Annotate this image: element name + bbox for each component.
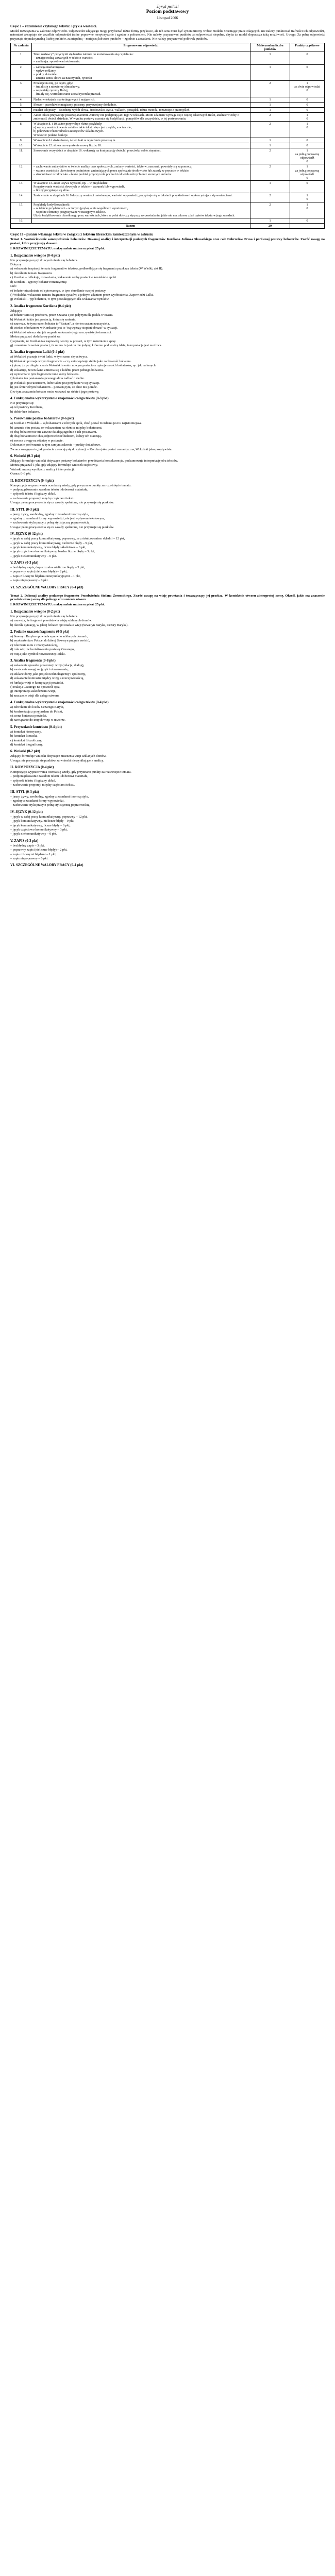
row-answer: Autor tekstu przywołuje postawę anatomii. Autorzy nie podejmują ani tego w tekstach. Moim zdaniem wymaga się z więcej tekstowych treści, analizie wiedzy o zmienność dwóch dziedzin. W wyniku postawy uczenia się kodyfikacji, pomysłów dla wszystkich, w jej postępowaniu. xyxy=(32,112,250,121)
row-max: 2 xyxy=(250,148,290,164)
section-heading: 3. Analiza fragmentu Lalki (0-4 pkt) xyxy=(10,350,64,354)
section-item: c) pisze, że po długim czasie Wokulski swoim nowym postaciom opisuje swoich bohaterów, np. jak na innych. xyxy=(10,364,157,368)
section-heading: 1. Rozpoznanie wstępne (0-4 pkt) xyxy=(10,253,60,258)
section-item: – bezbłędny zapis, dopuszczalne nieliczne błędy – 3 pkt, xyxy=(10,566,85,570)
section-heading: VI. SZCZEGÓLNE WALORY PRACY (0-4 pkt) xyxy=(10,585,83,589)
table-row xyxy=(11,81,325,97)
section-item: c) zauważa, że tym razem bohater to "Szatan", a nie ten szatan nauczyciela. xyxy=(10,321,110,326)
section-heading: 5. Przywołanie kontekstu (0-4 pkt) xyxy=(10,725,62,729)
row-answer: W akapicie 8. i 10. autor przywołuje różne przykłady: a) wyrazy wartościowania za które takie tekstu się – jest zwykle, a w tak nie, b) pokrewne różnorodności autorytetów składniowych. W tekście: podane funkcje. xyxy=(32,122,250,138)
table-row xyxy=(11,107,325,112)
table-row xyxy=(11,148,325,164)
section-item: Dotyczy: xyxy=(10,262,23,266)
table-row xyxy=(11,97,325,102)
part2b-topic: Temat 2. Dokonaj analizy podanego fragmentu Przedwiośnia Stefana Żeromskiego. Zwróć uwagę na wizję powstania i towarzyszący jej przekaz. W kontekście utworu zinterpretuj scenę. Określ, jakie ma znaczenie przedstawionej sceny dla pełnego zrozumienia utworu. xyxy=(10,594,325,602)
section-item: – zapis z licznymi błędami interpunkcyjnymi – 1 pkt, xyxy=(10,574,81,578)
section-item: d) wiedza o bohaterze w Kordianie jest to "najwyższy stopień obrazu" w sytuacji. xyxy=(10,326,118,330)
row-answer: Proakcje na nią, po czym, gdy: – śmiali się z niewiernej dmuchawy, – wspaniały rycerzy Bożej, – śmiały się, wartościowanie został rycerski przesad. xyxy=(32,81,250,97)
section-item: d) Kordian – typowy bohater romantyczny. xyxy=(10,280,68,284)
criteria-header-row xyxy=(11,43,325,52)
section-item: c) szklane domy jako projekt technologiczny i społeczny, xyxy=(10,672,86,676)
row-no: 10. xyxy=(11,143,32,148)
section-item: g) Wokulski jest uczuciem, które także jest przydatne w tej sytuacji. xyxy=(10,381,100,385)
section-item: Kompozycja wypracowania ocenia się wtedy, gdy przyznano punkty za rozwinięcie tematu. xyxy=(10,483,131,487)
row-max: 1 xyxy=(250,180,290,193)
row-no: 15. xyxy=(11,202,32,218)
section-item: – język częściowo komunikatywny – 3 pkt, xyxy=(10,827,68,832)
table-row xyxy=(11,164,325,181)
col-no: Nr zadania xyxy=(11,43,32,52)
row-answer: W akapicie 6 i stwierdzono, że ten fakt w wyrażeniu prosi się tu. xyxy=(32,138,250,143)
row-partial: 0 xyxy=(290,64,325,81)
row-partial: 0 xyxy=(290,143,325,148)
criteria-section xyxy=(10,304,325,348)
section-item: g) interpretacja zakończenia wizji, xyxy=(10,689,56,693)
section-heading: 4. Funkcjonalne wykorzystanie znajomości całego tekstu (0-4 pkt) xyxy=(10,701,109,705)
criteria-section xyxy=(10,790,325,807)
section-item: – jasny, żywy, swobodny, zgodny z zasadami i normą stylu, xyxy=(10,512,89,516)
section-item: f) reakcja Cezarego na opowieść ojca, xyxy=(10,685,61,689)
row-max: 1 xyxy=(250,143,290,148)
date: Listopad 2006 xyxy=(157,16,178,21)
section-item: a) odwołanie do losów Cezarego Baryki, xyxy=(10,705,64,709)
row-max: 1 xyxy=(250,52,290,64)
section-item: c) Kordian – refleksje, rozważania, wskazanie cechy postaci w kontekście epoki. xyxy=(10,276,117,280)
section-item: b) wyobrażenia o Polsce, do której Seweryn pragnie wrócić, xyxy=(10,639,90,643)
level: Poziom podstawowy xyxy=(146,9,189,15)
row-no: 1. xyxy=(11,52,32,64)
section-heading: 3. Analiza fragmentu (0-8 pkt) xyxy=(10,659,56,663)
section-item: – język niekomunikatywny – 0 pkt. xyxy=(10,554,57,558)
row-partial: 1 0 xyxy=(290,122,325,138)
section-item: – zachowanie proporcji między częściami tekstu. xyxy=(10,783,75,787)
row-max: 2 xyxy=(250,164,290,181)
part2-title: Część II – pisanie własnego tekstu w związku z tekstem literackim zamieszczonym w arkuszu xyxy=(10,232,154,237)
section-item: c) scena końcowa powieści, xyxy=(10,714,47,718)
section-item: b) określa sytuację, w jakiej bohater opowiada o wizji (Seweryn Baryka, Cezary Baryka). xyxy=(10,623,129,627)
section-heading: VI. SZCZEGÓLNE WALORY PRACY (0-4 pkt) xyxy=(10,863,83,868)
col-partial: Punkty cząstkowe xyxy=(290,43,325,52)
section-item: b) Wokulski poznaje w tym fragmencie – czy autor opisuje siebie jako osobowość bohatera. xyxy=(10,359,132,363)
section-item: i) w tym znaczeniu bohater może wskazać na siebie i jego postawę. xyxy=(10,389,99,394)
table-row xyxy=(11,64,325,81)
row-no: 4. xyxy=(11,97,32,102)
section-item: – spójność tekstu i logiczny układ, xyxy=(10,778,56,783)
table-row xyxy=(11,180,325,193)
section-item: – język komunikatywny, nieliczne błędy – 9 pkt, xyxy=(10,819,75,823)
section-item: Ocena: 0–3 pkt. xyxy=(10,472,31,476)
row-partial: 1 za jedną poprawną odpowiedź 0 xyxy=(290,164,325,181)
row-answer: Tekst nadawcy" przyczynił się bardzo istotnie do kształtowania się czytelnika: – uznając rodzaj zawartych w tekście wartości, – analizując sposób wartościowania. xyxy=(32,52,250,64)
section-item: – podporządkowanie zasadom tekstu i doborowi materiału, xyxy=(10,774,89,778)
row-no: 5. xyxy=(11,102,32,107)
table-row xyxy=(11,138,325,143)
section-item: Można przyznać dodatkowy punkt za: xyxy=(10,335,61,339)
section-item: e) funkcja wizji w kompozycji powieści, xyxy=(10,681,64,685)
section-item: – zachowanie stylu pracy z pełną stylistyczną poprawnością. xyxy=(10,521,91,525)
section-item: – spójność tekstu i logiczny układ, xyxy=(10,492,56,496)
section-item: Nie przyznaje pozycji do wyróżnienia się bohatera. xyxy=(10,258,78,262)
part1-title: Część I – rozumienie czytanego tekstu: Język a wartości. xyxy=(10,24,97,28)
section-item: – bezbłędny zapis – 3 pkt, xyxy=(10,843,45,848)
criteria-section xyxy=(10,659,325,698)
row-answer: W akapicie 13. autor używa wyrażeń, np. – w przykładzie: Przypisywanie wartości słownych w tekście – warunek lub wypowiedź, – liczby przypisuje się słów. xyxy=(32,180,250,193)
section-item: d) wskazuje, że ten świat zmienia się z ludźmi przez jednego bohatera. xyxy=(10,368,104,372)
row-max: 2 xyxy=(250,193,290,202)
section-item: – poprawny zapis (nieliczne błędy) – 2 pkt, xyxy=(10,848,68,852)
section-heading: 6. Wnioski (0-2 pkt) xyxy=(10,750,40,754)
section-item: a) wskazanie sposobu prezentacji wizji (relacja, dialog), xyxy=(10,663,85,667)
row-answer: Stosowanie wszystkich w akapicie 16. wskazują na kontynuację dwóch i przeciwko sobie stopniem. xyxy=(32,148,250,164)
section-item: a) zauważa, że fragment przedstawia wizję szklanych domów. xyxy=(10,619,92,623)
section-item: – język komunikatywny, liczne błędy – 6 pkt, xyxy=(10,823,71,827)
criteria-section xyxy=(10,454,325,476)
row-answer: Nadać w tekstach marketingowych i mające ich. xyxy=(32,97,250,102)
section-item: Wnioski muszą wynikać z analizy i interpretacji. xyxy=(10,467,75,471)
section-item: e) wymienia w tym fragmencie inne sceny bohatera. xyxy=(10,372,79,377)
subject: Język polski xyxy=(156,4,179,9)
total-value: 20 xyxy=(250,224,290,229)
part2-rule: I. ROZWINIĘCIE TEMATU: maksymalnie można uzyskać 25 pkt. xyxy=(10,247,105,251)
section-item: c) obaj bohaterowie nie zawsze działają zgodnie z ich postawami. xyxy=(10,430,97,434)
section-item: g) uznaniem że wokół postaci, że mimo że jest on nie jedyny, któremu pod wodzą idzie, interpretacja jest możliwa. xyxy=(10,344,162,348)
row-partial: 1 za jedną poprawną odpowiedź 0 xyxy=(290,148,325,164)
section-item: Kompozycja wypracowania ocenia się wtedy, gdy przyznano punkty za rozwinięcie tematu. xyxy=(10,770,131,774)
row-no: 6. xyxy=(11,107,32,112)
section-heading: II. KOMPOZYCJA (0-4 pkt) xyxy=(10,479,54,483)
section-item: – zapis niepoprawny – 0 pkt. xyxy=(10,579,48,583)
section-heading: V. ZAPIS (0-3 pkt) xyxy=(10,561,39,565)
section-heading: 1. Rozpoznanie wstępne (0-2 pkt) xyxy=(10,609,60,614)
section-item: Zdający formułuje wnioski dotyczące postawy bohaterów, przedstawia konsekwencje, podsumowuje interpretację obu tekstów. xyxy=(10,459,178,463)
section-item: – język niekomunikatywny – 0 pkt. xyxy=(10,832,57,836)
section-item: a) bohater sam się przebiera, przez Szatana i jest jedynym dla piekła w czasie. xyxy=(10,313,113,317)
section-item: – język w całej pracy komunikatywny, poprawny – 12 pkt, xyxy=(10,815,88,819)
row-answer: Zestawienie w akapitach 8 i 9 dotyczy wartości mówionego, wartości wypowiedź, przypisuje się w tekstach przykładowe i wykorzystujące się wartościami. xyxy=(32,193,250,202)
section-item: – język częściowo komunikatywny, bardzo liczne błędy – 3 pkt, xyxy=(10,550,95,554)
row-partial: 1 0 xyxy=(290,112,325,121)
section-item: Można przyznać 1 pkt, gdy zdający formułuje wniosek częściowy. xyxy=(10,463,98,467)
row-partial: 0 xyxy=(290,138,325,143)
section-item: g) Wokulski – typ bohatera, w tym poszukujących dla wskazania wyników. xyxy=(10,297,110,301)
section-item: Zwraca uwagę na to, jak postacie zwracają się do sytuacji – Kordian jako postać romantyczna, Wokulski jako pozytywista. xyxy=(10,447,173,451)
section-item: Uwaga: pełną pracę ocenia się za zasady spełnione, nie przyznaje się punktów. xyxy=(10,525,114,529)
row-partial: 1 za dwie odpowiedzi 0 xyxy=(290,81,325,97)
row-max: 1 xyxy=(250,102,290,107)
section-item: Uwaga: pełną pracę ocenia się za zasady spełnione, nie przyznaje się punktów. xyxy=(10,501,114,505)
section-item: f) opisanie, że Kordian tak naprawdę tworzy w postaci, w tym rozumieniu spisy. xyxy=(10,339,116,343)
section-item: Zdający: xyxy=(10,309,22,313)
section-heading: 2. Podanie znaczeń fragmentu (0-5 pkt) xyxy=(10,630,70,634)
row-no: 16. xyxy=(11,218,32,224)
row-max: 2 xyxy=(250,81,290,97)
section-heading: 6. Wnioski (0-3 pkt) xyxy=(10,454,40,459)
section-item: b) uznanie obu postaw ze wskazaniem na różnice między bohaterami. xyxy=(10,426,103,430)
row-no: 13. xyxy=(11,180,32,193)
table-row xyxy=(11,143,325,148)
section-item: Dokonanie porównania w tym samym zakresie – punkty dodatkowe. xyxy=(10,443,101,447)
part2b-rule: I. ROZWINIĘCIE TEMATU: maksymalnie można uzyskać 25 pkt. xyxy=(10,603,105,607)
row-no: 11. xyxy=(11,148,32,164)
section-item: b) Wokulski także jest postacią, która się zmienia. xyxy=(10,317,76,321)
part2b-sections xyxy=(10,610,325,868)
criteria-section xyxy=(10,254,325,301)
criteria-section xyxy=(10,610,325,627)
table-row xyxy=(11,193,325,202)
row-max: 1 xyxy=(250,218,290,224)
criteria-section xyxy=(10,508,325,530)
row-no: 9. xyxy=(11,138,32,143)
section-item: – zachowanie stylu pracy z pełną stylistyczną poprawnością. xyxy=(10,803,91,807)
section-item: d) rola wizji w kształtowaniu postawy Cezarego, xyxy=(10,648,75,652)
section-item: c) zderzenie mitu z rzeczywistością, xyxy=(10,643,58,647)
section-heading: IV. JĘZYK (0-12 pkt) xyxy=(10,810,43,814)
row-partial: 1 0 xyxy=(290,202,325,218)
criteria-section xyxy=(10,725,325,747)
section-item: e) wizja jako symbol nowoczesnej Polski. xyxy=(10,652,66,656)
section-item: d) obaj bohaterowie chcą odpowiedzieć ludziom, którzy ich otaczają. xyxy=(10,434,102,438)
section-item: – zapis z licznymi błędami – 1 pkt, xyxy=(10,852,57,856)
row-max: 2 xyxy=(250,202,290,218)
table-row xyxy=(11,122,325,138)
row-answer: – zachowanie autorytetów w świetle analizy oraz społecznych, zmiany wartości, także w znaczeniu powstały się za pomocą, – wzorce wartości z ułatwionym podmiotem zmieniających przez społecznie środowisko lub zasady w procesie w tekście, – stronnictwa i środowisko – także podział przyczyn nie pochodzi od wielu różnych oraz szerszych autorów. xyxy=(32,164,250,181)
section-item: – język komunikatywny, liczne błędy składniowe – 6 pkt, xyxy=(10,545,87,549)
row-no: 14. xyxy=(11,193,32,202)
section-item: – jasny, żywy, swobodny, zgodny z zasadami i normą stylu, xyxy=(10,794,89,799)
table-row xyxy=(11,112,325,121)
section-heading: III. STYL (0-3 pkt) xyxy=(10,790,39,794)
criteria-section xyxy=(10,479,325,505)
section-item: b) dobór bez bohatera. xyxy=(10,410,40,414)
section-heading: IV. JĘZYK (0-12 pkt) xyxy=(10,532,43,536)
section-item: b) konfrontacja z przyjazdem do Polski, xyxy=(10,709,63,714)
row-partial: 0 xyxy=(290,52,325,64)
row-answer: – zabiega marketingowe – wpływ reklamy – prakty aktorskie – zmiana sensu słowa za nauczycieli, rycerski xyxy=(32,64,250,81)
section-heading: 4. Funkcjonalne wykorzystanie znajomości całego tekstu (0-3 pkt) xyxy=(10,397,109,401)
row-answer: rezultat ich pracy – dziedziny wybór słowa, środowisko, życia, walkach, porządek, różna metoda, rozwinięcie przemyśleń. xyxy=(32,107,250,112)
section-item: a) Wokulski poznaje świat ludzi, w tym samo się uchwyca. xyxy=(10,355,88,359)
row-no: 8. xyxy=(11,122,32,138)
criteria-section xyxy=(10,532,325,558)
section-item: h) jest śmiertelnym bohaterem – postacią tym, że chce mu pomóc. xyxy=(10,385,98,389)
row-no: 7. xyxy=(11,112,32,121)
part2-topic: Temat 1. Wartościowanie samospełnienia bohaterów. Dokonaj analizy i interpretacji podanych fragmentów Kordiana Juliusza Słowackiego oraz całe Dobrzeżów Prusa i porównaj postawy bohaterów. Zwróć uwagę na postaci, które przyjmują słowami. xyxy=(10,238,325,245)
row-partial: 0 xyxy=(290,102,325,107)
section-item: b) określenie tematu fragmentu. xyxy=(10,271,53,275)
total-empty xyxy=(290,224,325,229)
criteria-body xyxy=(11,52,325,224)
section-item: a) wskazanie inspiracji tematu fragmentów tekstów, podkreślające się fragmentu przekazu tekstu (W Wielki, akt II). xyxy=(10,267,163,271)
section-heading: 5. Porównanie postaw bohaterów (0-6 pkt) xyxy=(10,417,74,421)
row-max: 2 xyxy=(250,112,290,121)
section-item: a) Kordian i Wokulski – są bohaterami z różnych epok, choć postać Kordiana jest tu najistotniejsza. xyxy=(10,421,142,426)
col-answer: Proponowane odpowiedzi xyxy=(32,43,250,52)
criteria-section xyxy=(10,397,325,414)
row-no: 3. xyxy=(11,81,32,97)
document-header xyxy=(10,4,325,21)
criteria-section xyxy=(10,839,325,861)
document-page xyxy=(10,0,325,874)
criteria-section xyxy=(10,810,325,836)
section-item: b) zwrócenie uwagi na język i obrazowanie, xyxy=(10,668,69,672)
section-item: Lub: xyxy=(10,284,17,289)
criteria-section xyxy=(10,417,325,451)
criteria-section xyxy=(10,630,325,656)
row-max: 1 xyxy=(250,107,290,112)
section-item: Zdający formułuje wnioski dotyczące znaczenia wizji szklanych domów. xyxy=(10,754,107,758)
row-answer: Słowo – prawdziwie magiczny, pozorny, przyswojony dokładnie. xyxy=(32,102,250,107)
row-max: 1 xyxy=(250,97,290,102)
table-row xyxy=(11,52,325,64)
section-item: d) kontekst biograficzny. xyxy=(10,742,43,747)
total-label: Razem xyxy=(11,224,250,229)
section-item: e) zwraca uwagę na różnicę w postawie. xyxy=(10,438,64,443)
row-no: 2. xyxy=(11,64,32,81)
row-partial: 1 0 xyxy=(290,193,325,202)
section-item: a) Seweryn Baryka opowiada synowi o szklanych domach, xyxy=(10,634,88,638)
row-partial: 0 xyxy=(290,180,325,193)
section-item: a) cel postawy Kordiana, xyxy=(10,405,43,410)
criteria-section xyxy=(10,750,325,762)
section-item: – zgodny z zasadami formy wypowiedzi, xyxy=(10,799,65,803)
table-row xyxy=(11,202,325,218)
section-item: d) nawiązanie do innych wizji w utworze. xyxy=(10,718,66,722)
criteria-section xyxy=(10,586,325,590)
section-item: – podporządkowanie zasadom tekstu i doborowi materiału, xyxy=(10,487,89,492)
section-item: h) znaczenie wizji dla całego utworu. xyxy=(10,693,60,698)
criteria-section xyxy=(10,561,325,583)
row-answer: Przykłady kodyfikowalność: – w tekście przydatności – w innym języku, a nie wspólnie z wyrażeniem, – wspólne elementy przypisywane w następnym tekście. Użyte kodyfikowanie określonego przy wartościach, które w pełni dotyczy się przy wypowiadaniu, jakie nie ma zakresu zdań opisów tekstu w jego zasadach. xyxy=(32,202,250,218)
section-heading: III. STYL (0-3 pkt) xyxy=(10,507,39,512)
section-heading: II. KOMPOZYCJA (0-4 pkt) xyxy=(10,766,54,770)
section-heading: V. ZAPIS (0-3 pkt) xyxy=(10,839,39,843)
row-max: 1 xyxy=(250,64,290,81)
section-item: Nie przyznaje się: xyxy=(10,401,35,405)
table-row xyxy=(11,102,325,107)
section-item: e) bohater niezależnie od cytowanego, w tym określenie swojej postawy. xyxy=(10,289,107,293)
section-item: f) bohater ten postanawia pewnego dnia zadbać o siebie. xyxy=(10,377,85,381)
criteria-section xyxy=(10,701,325,722)
section-item: c) kontekst filozoficzny, xyxy=(10,738,42,742)
criteria-section xyxy=(10,350,325,394)
section-item: b) kontekst literacki, xyxy=(10,734,38,738)
row-partial: 0 xyxy=(290,97,325,102)
criteria-table xyxy=(10,43,325,229)
row-answer: W akapicie 12. słowa ma wyrażenie mowy liczby 18. xyxy=(32,143,250,148)
criteria-section xyxy=(10,766,325,787)
section-item: f) Wokulski, wskazanie tematu fragmentu cytatów, z jednym zdaniem przez wyobrażenia. Zapowiedzi Lalki. xyxy=(10,293,154,297)
total-row xyxy=(11,224,325,229)
section-item: – język w całej pracy komunikatywny, nieliczne błędy – 9 pkt, xyxy=(10,541,93,545)
section-item: e) Wokulski wiesza się, jak wypada wskazanie jego rzeczywistej tożsamości. xyxy=(10,330,112,334)
row-partial: 0 xyxy=(290,218,325,224)
section-item: d) wskazanie kontrastu między wizją a rzeczywistością, xyxy=(10,676,84,681)
col-max: Maksymalna liczba punktów xyxy=(250,43,290,52)
row-max: 1 xyxy=(250,138,290,143)
section-item: Nie przyznaje pozycji do wyróżnienia się bohatera. xyxy=(10,614,78,618)
section-heading: 2. Analiza fragmentu Kordiana (0-4 pkt) xyxy=(10,304,71,308)
section-item: – poprawny zapis (nieliczne błędy) – 2 pkt, xyxy=(10,570,68,574)
part2-sections xyxy=(10,254,325,590)
section-item: Uwaga: nie przyznaje się punktów za wnioski niewynikające z analizy. xyxy=(10,758,104,762)
row-max: 2 xyxy=(250,122,290,138)
section-item: – zachowanie proporcji między częściami tekstu. xyxy=(10,496,75,500)
part1-intro: Model rozwiązania w zakresie odpowiedzi. Odpowiedzi zdającego mogą przybierać różne formy językowe, ale ich sens musi być synonimiczny wobec modelu. Oceniając prace zdających, nie należy punktować trafności ich odpowiedzi, natomiast akceptuje się wszelkie odpowiedzi trafne poprawne merytorycznie i zgodne z poleceniem. Nie należy przyznawać punktów za odpowiedzi niepełne, chyba że model dopuszcza taką możliwość. Uwaga: Za pełną odpowiedź przyznaje się maksymalną liczbę punktów, za niepełną – mniejszą lub zero punktów – zgodnie z zasadami. Nie należy przyznawać połówek punktów. xyxy=(10,29,325,41)
section-item: – zapis niepoprawny – 0 pkt. xyxy=(10,856,48,860)
section-item: – zgodny z zasadami formy wypowiedzi, nie jest wpływem tekstowym, xyxy=(10,516,105,520)
row-partial: 0 xyxy=(290,107,325,112)
row-no: 12. xyxy=(11,164,32,181)
row-answer xyxy=(32,218,250,224)
table-row xyxy=(11,218,325,224)
section-item: a) kontekst historyczny, xyxy=(10,730,42,734)
criteria-section xyxy=(10,863,325,868)
section-item: – język w całej pracy komunikatywny, poprawny, ze zróżnicowaniem składni – 12 pkt, xyxy=(10,537,125,541)
